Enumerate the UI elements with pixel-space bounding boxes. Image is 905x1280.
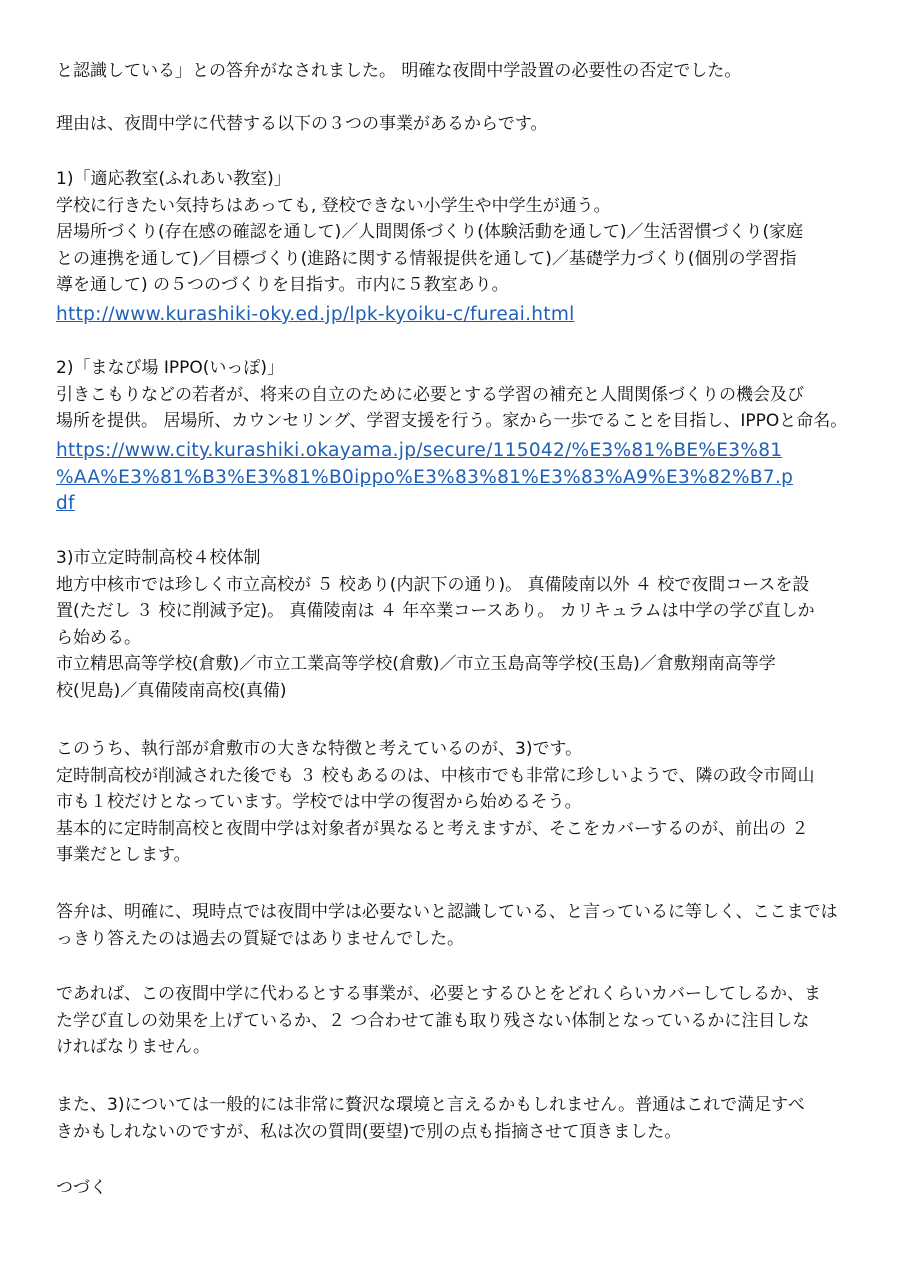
ippo-link[interactable]: %AA%E3%81%B3%E3%81%B0ippo%E3%83%81%E3%83%A9%E3%82%B7.p bbox=[56, 466, 794, 488]
text-line: ければなりません。 bbox=[56, 1037, 211, 1057]
text-line: 市立精思高等学校(倉敷)／市立工業高等学校(倉敷)／市立玉島高等学校(玉島)／倉敷翔南高等学 bbox=[56, 654, 776, 674]
text-line: 地方中核市では珍しく市立高校が ５ 校あり(内訳下の通り)。 真備陵南以外 ４ 校で夜間コースを設 bbox=[56, 574, 810, 595]
section-1-paragraph bbox=[56, 166, 856, 299]
reason-paragraph bbox=[56, 111, 856, 138]
statement-paragraph bbox=[56, 58, 856, 85]
text-line: た学び直しの効果を上げているか、２ つ合わせて誰も取り残さない体制となっているかに注目しな bbox=[56, 1010, 810, 1031]
text-line: 場所を提供。 居場所、カウンセリング、学習支援を行う。家から一歩でることを目指し、IPPOと命名。 bbox=[56, 411, 848, 431]
text-line: 置(ただし ３ 校に削減予定)。 真備陵南は ４ 年卒業コースあり。 カリキュラムは中学の学び直しか bbox=[56, 601, 815, 621]
text-line: ら始める。 bbox=[56, 627, 141, 648]
text-line: っきり答えたのは過去の質疑ではありませんでした。 bbox=[56, 928, 464, 949]
text-line: であれば、この夜間中学に代わるとする事業が、必要とするひとをどれくらいカバーしてしるか、ま bbox=[56, 984, 821, 1004]
feature-paragraph bbox=[56, 736, 856, 869]
section-heading: 1)「適応教室(ふれあい教室)」 bbox=[56, 169, 291, 189]
continued-text: つづく bbox=[56, 1178, 107, 1198]
text-line: 学校に行きたい気持ちはあっても, 登校できない小学生や中学生が通う。 bbox=[56, 195, 611, 216]
text-line: また、3)については一般的には非常に贅沢な環境と言えるかもしれません。普通はこれで満足すべ bbox=[56, 1095, 805, 1115]
section-2-paragraph bbox=[56, 355, 856, 435]
answer-paragraph bbox=[56, 899, 856, 952]
section-heading: 2)「まなび場 IPPO(いっぽ)」 bbox=[56, 358, 285, 378]
conclusion-paragraph bbox=[56, 981, 856, 1061]
ippo-link[interactable]: df bbox=[56, 493, 75, 514]
section-3-paragraph bbox=[56, 545, 856, 704]
text-line: このうち、執行部が倉敷市の大きな特徴と考えているのが、3)です。 bbox=[56, 739, 583, 759]
section-1-link-block bbox=[56, 302, 856, 329]
note-paragraph bbox=[56, 1092, 856, 1145]
text-line: 校(児島)／真備陵南高校(真備) bbox=[56, 680, 287, 701]
text-line: 理由は、夜間中学に代替する以下の３つの事業があるからです。 bbox=[56, 114, 548, 134]
text-line: 答弁は、明確に、現時点では夜間中学は必要ないと認識している、と言っているに等しく、ここまでは bbox=[56, 902, 838, 922]
text-line: 事業だとします。 bbox=[56, 845, 191, 865]
text-line: 導を通して) の５つのづくりを目指す。市内に５教室あり。 bbox=[56, 275, 509, 295]
continued-marker bbox=[56, 1175, 856, 1202]
text-line: と認識している」との答弁がなされました。 明確な夜間中学設置の必要性の否定でした。 bbox=[56, 61, 742, 81]
section-heading: 3)市立定時制高校４校体制 bbox=[56, 548, 261, 568]
section-2-link-block bbox=[56, 438, 856, 518]
text-line: 基本的に定時制高校と夜間中学は対象者が異なると考えますが、そこをカバーするのが、前出の ２ bbox=[56, 818, 809, 839]
text-line: 引きこもりなどの若者が、将来の自立のために必要とする学習の補充と人間関係づくりの機会及び bbox=[56, 384, 804, 405]
ippo-link[interactable]: https://www.city.kurashiki.okayama.jp/secure/115042/%E3%81%BE%E3%81 bbox=[56, 440, 783, 461]
text-line: きかもしれないのですが、私は次の質問(要望)で別の点も指摘させて頂きました。 bbox=[56, 1121, 682, 1142]
text-line: 居場所づくり(存在感の確認を通して)／人間関係づくり(体験活動を通して)／生活習慣づくり(家庭 bbox=[56, 222, 804, 242]
text-line: との連携を通して)／目標づくり(進路に関する情報提供を通して)／基礎学力づくり(個別の学習指 bbox=[56, 248, 797, 269]
text-line: 定時制高校が削減された後でも ３ 校もあるのは、中核市でも非常に珍しいようで、隣の政令市岡山 bbox=[56, 765, 815, 786]
text-line: 市も１校だけとなっています。学校では中学の復習から始めるそう。 bbox=[56, 792, 582, 812]
fureai-link[interactable]: http://www.kurashiki-oky.ed.jp/lpk-kyoiku-c/fureai.html bbox=[56, 304, 575, 325]
